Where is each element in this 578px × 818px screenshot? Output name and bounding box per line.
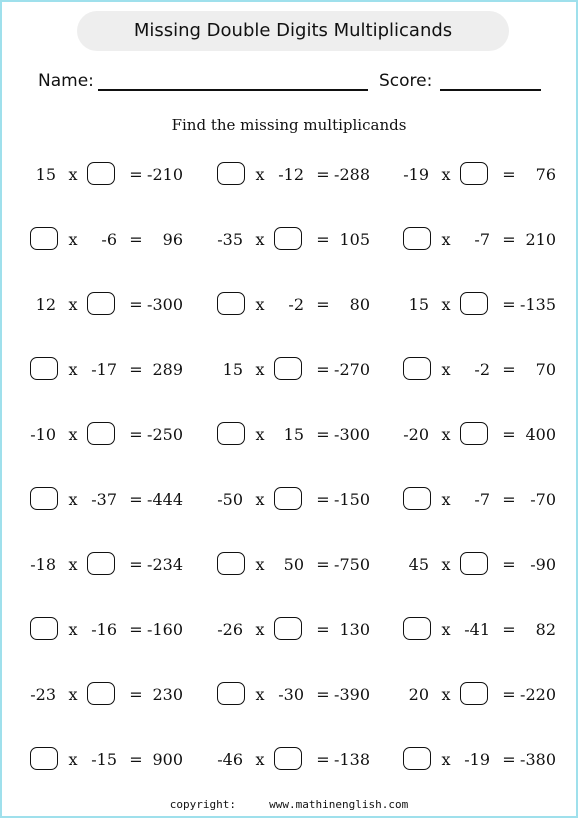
multiplier: -37 [91, 490, 117, 509]
equals-sign: = [129, 425, 143, 444]
product: 76 [535, 165, 556, 184]
multiplicand: -26 [217, 620, 243, 639]
equals-sign: = [502, 360, 516, 379]
multiplier: -2 [474, 360, 490, 379]
answer-box[interactable] [87, 292, 115, 315]
answer-box[interactable] [274, 357, 302, 380]
score-line[interactable] [440, 89, 541, 91]
multiplicand: 15 [222, 360, 243, 379]
name-label: Name: [38, 71, 94, 91]
times-sign: x [68, 490, 78, 509]
times-sign: x [441, 555, 451, 574]
answer-box[interactable] [30, 357, 58, 380]
multiplicand: -46 [217, 750, 243, 769]
times-sign: x [441, 685, 451, 704]
equals-sign: = [502, 620, 516, 639]
answer-box[interactable] [30, 617, 58, 640]
product: -390 [334, 685, 370, 704]
answer-box[interactable] [460, 552, 488, 575]
product: -234 [147, 555, 183, 574]
times-sign: x [441, 425, 451, 444]
product: -150 [334, 490, 370, 509]
multiplicand: -23 [30, 685, 56, 704]
multiplier: 15 [283, 425, 304, 444]
times-sign: x [441, 230, 451, 249]
product: 400 [525, 425, 556, 444]
answer-box[interactable] [274, 747, 302, 770]
times-sign: x [441, 490, 451, 509]
times-sign: x [255, 490, 265, 509]
answer-box[interactable] [217, 162, 245, 185]
product: -270 [334, 360, 370, 379]
answer-box[interactable] [217, 422, 245, 445]
answer-box[interactable] [217, 682, 245, 705]
times-sign: x [68, 685, 78, 704]
answer-box[interactable] [217, 552, 245, 575]
multiplicand: 15 [408, 295, 429, 314]
times-sign: x [441, 620, 451, 639]
equals-sign: = [316, 360, 330, 379]
multiplier: -19 [464, 750, 490, 769]
multiplier: -17 [91, 360, 117, 379]
product: -288 [334, 165, 370, 184]
answer-box[interactable] [30, 227, 58, 250]
equals-sign: = [316, 230, 330, 249]
product: -138 [334, 750, 370, 769]
multiplier: -6 [101, 230, 117, 249]
times-sign: x [255, 685, 265, 704]
answer-box[interactable] [403, 227, 431, 250]
copyright-label: copyright: [169, 798, 237, 811]
answer-box[interactable] [30, 487, 58, 510]
multiplicand: 20 [408, 685, 429, 704]
answer-box[interactable] [403, 617, 431, 640]
worksheet-title: Missing Double Digits Multiplicands [133, 20, 453, 41]
answer-box[interactable] [460, 422, 488, 445]
times-sign: x [68, 425, 78, 444]
equals-sign: = [316, 490, 330, 509]
equals-sign: = [502, 425, 516, 444]
times-sign: x [68, 165, 78, 184]
times-sign: x [255, 620, 265, 639]
answer-box[interactable] [274, 617, 302, 640]
equals-sign: = [502, 230, 516, 249]
product: -300 [147, 295, 183, 314]
product: 80 [349, 295, 370, 314]
equals-sign: = [502, 295, 516, 314]
multiplicand: -19 [403, 165, 429, 184]
answer-box[interactable] [30, 747, 58, 770]
equals-sign: = [316, 425, 330, 444]
answer-box[interactable] [87, 682, 115, 705]
multiplier: 50 [283, 555, 304, 574]
product: -250 [147, 425, 183, 444]
equals-sign: = [129, 230, 143, 249]
times-sign: x [255, 165, 265, 184]
product: 96 [162, 230, 183, 249]
equals-sign: = [129, 555, 143, 574]
equals-sign: = [502, 685, 516, 704]
answer-box[interactable] [460, 162, 488, 185]
multiplicand: -10 [30, 425, 56, 444]
product: 82 [535, 620, 556, 639]
answer-box[interactable] [87, 162, 115, 185]
answer-box[interactable] [217, 292, 245, 315]
multiplicand: -20 [403, 425, 429, 444]
times-sign: x [441, 360, 451, 379]
multiplicand: 45 [408, 555, 429, 574]
equals-sign: = [502, 555, 516, 574]
product: -160 [147, 620, 183, 639]
times-sign: x [255, 360, 265, 379]
equals-sign: = [502, 490, 516, 509]
equals-sign: = [316, 295, 330, 314]
multiplier: -7 [474, 490, 490, 509]
times-sign: x [255, 555, 265, 574]
equals-sign: = [129, 620, 143, 639]
times-sign: x [441, 750, 451, 769]
times-sign: x [441, 165, 451, 184]
times-sign: x [255, 750, 265, 769]
multiplier: -7 [474, 230, 490, 249]
multiplier: -30 [278, 685, 304, 704]
product: -90 [530, 555, 556, 574]
website-url[interactable]: www.mathinenglish.com [269, 798, 409, 811]
footer [0, 798, 578, 811]
product: -220 [520, 685, 556, 704]
times-sign: x [68, 750, 78, 769]
multiplicand: -18 [30, 555, 56, 574]
equals-sign: = [316, 620, 330, 639]
product: -70 [530, 490, 556, 509]
equals-sign: = [502, 165, 516, 184]
equals-sign: = [502, 750, 516, 769]
times-sign: x [441, 295, 451, 314]
equals-sign: = [129, 295, 143, 314]
equals-sign: = [129, 750, 143, 769]
product: 210 [525, 230, 556, 249]
product: -380 [520, 750, 556, 769]
equals-sign: = [316, 685, 330, 704]
multiplicand: 15 [35, 165, 56, 184]
times-sign: x [68, 555, 78, 574]
multiplicand: -35 [217, 230, 243, 249]
multiplier: -41 [464, 620, 490, 639]
times-sign: x [255, 295, 265, 314]
score-label: Score: [379, 71, 433, 91]
equals-sign: = [129, 360, 143, 379]
answer-box[interactable] [274, 487, 302, 510]
equals-sign: = [316, 165, 330, 184]
times-sign: x [68, 295, 78, 314]
multiplicand: 12 [35, 295, 56, 314]
times-sign: x [255, 425, 265, 444]
equals-sign: = [129, 685, 143, 704]
times-sign: x [255, 230, 265, 249]
product: -750 [334, 555, 370, 574]
product: -444 [147, 490, 183, 509]
product: -210 [147, 165, 183, 184]
equals-sign: = [129, 490, 143, 509]
multiplier: -15 [91, 750, 117, 769]
product: 289 [152, 360, 183, 379]
answer-box[interactable] [403, 487, 431, 510]
equals-sign: = [129, 165, 143, 184]
multiplier: -16 [91, 620, 117, 639]
product: -300 [334, 425, 370, 444]
product: 130 [339, 620, 370, 639]
times-sign: x [68, 360, 78, 379]
answer-box[interactable] [460, 682, 488, 705]
name-line[interactable] [98, 89, 368, 91]
times-sign: x [68, 230, 78, 249]
multiplier: -12 [278, 165, 304, 184]
answer-box[interactable] [87, 552, 115, 575]
equals-sign: = [316, 555, 330, 574]
product: 230 [152, 685, 183, 704]
answer-box[interactable] [87, 422, 115, 445]
answer-box[interactable] [274, 227, 302, 250]
product: 900 [152, 750, 183, 769]
equals-sign: = [316, 750, 330, 769]
product: 70 [535, 360, 556, 379]
answer-box[interactable] [460, 292, 488, 315]
multiplier: -2 [288, 295, 304, 314]
product: 105 [339, 230, 370, 249]
product: -135 [520, 295, 556, 314]
answer-box[interactable] [403, 357, 431, 380]
times-sign: x [68, 620, 78, 639]
multiplicand: -50 [217, 490, 243, 509]
answer-box[interactable] [403, 747, 431, 770]
instructions: Find the missing multiplicands [171, 116, 407, 134]
